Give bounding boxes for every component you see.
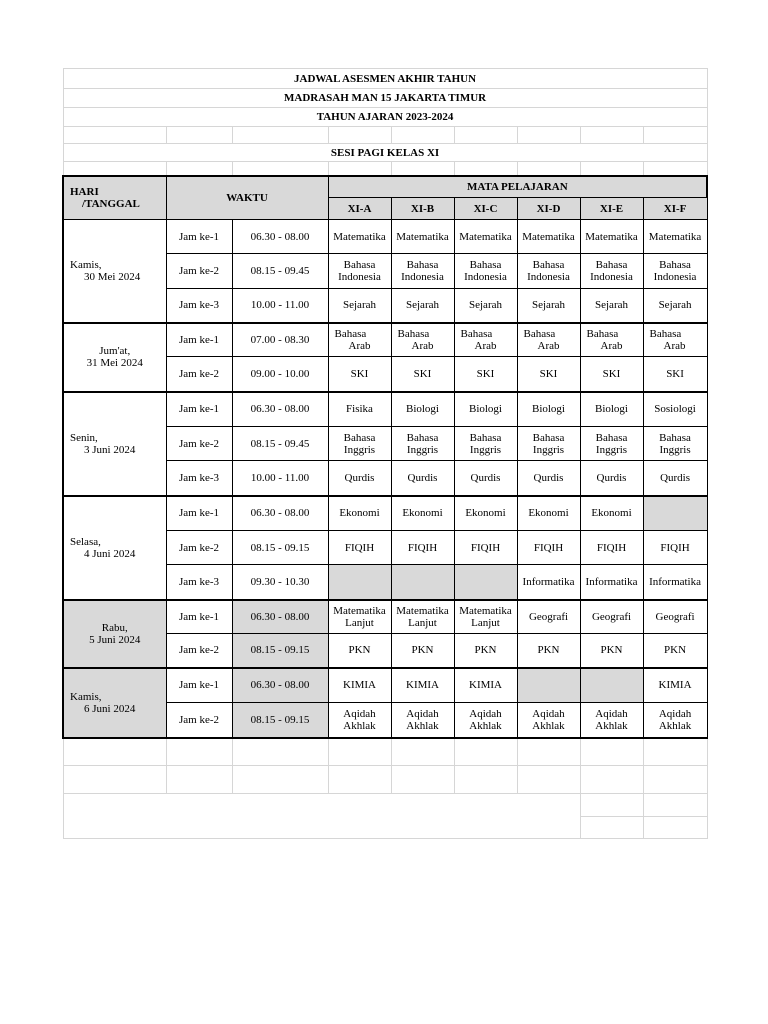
subject-word: Bahasa	[659, 259, 691, 271]
subject-word: Arab	[348, 339, 371, 352]
time-range: 06.30 - 08.00	[232, 392, 328, 427]
empty-cell	[643, 162, 707, 176]
subject-word: Aqidah	[343, 707, 376, 720]
subject-word: Inggris	[343, 443, 376, 456]
day-cell	[63, 600, 166, 668]
subject-word: Bahasa	[659, 431, 691, 444]
day-date: 31 Mei 2024	[86, 357, 143, 369]
subject-word: Bahasa	[595, 259, 628, 271]
header-day	[63, 176, 166, 220]
day-date: 5 Juni 2024	[89, 633, 141, 646]
subject-word: Arab	[663, 339, 686, 352]
period-label: Jam ke-1	[166, 600, 232, 634]
class-header-xi-a: XI-A	[328, 198, 391, 220]
day-cell	[63, 323, 166, 392]
empty-cell	[454, 162, 517, 176]
period-label: Jam ke-1	[166, 496, 232, 531]
subject-cell	[643, 427, 707, 461]
empty-cell	[232, 162, 328, 176]
subject-word: Arab	[600, 339, 623, 352]
empty-subject-cell	[391, 565, 454, 600]
subject-word: Inggris	[532, 443, 565, 456]
subject-cell: SKI	[580, 357, 643, 392]
subject-cell: FIQIH	[580, 531, 643, 565]
subject-cell	[517, 323, 580, 357]
subject-cell: Matematika	[391, 220, 454, 254]
empty-cell	[643, 127, 707, 144]
title-line-2: MADRASAH MAN 15 JAKARTA TIMUR	[63, 89, 707, 108]
subject-cell	[580, 323, 643, 357]
empty-cell	[580, 766, 643, 794]
subject-word: Akhlak	[532, 719, 565, 732]
empty-subject-cell	[580, 668, 643, 703]
subject-cell	[517, 427, 580, 461]
empty-cell	[454, 127, 517, 144]
subject-cell	[391, 254, 454, 289]
subject-cell: PKN	[391, 634, 454, 668]
subject-cell	[391, 323, 454, 357]
subject-word: Aqidah	[658, 707, 692, 720]
subject-cell	[391, 600, 454, 634]
time-range: 08.15 - 09.45	[232, 254, 328, 289]
subject-cell	[517, 703, 580, 738]
subject-cell: KIMIA	[454, 668, 517, 703]
day-name: Rabu,	[101, 621, 128, 634]
empty-cell	[166, 127, 232, 144]
empty-cell	[391, 127, 454, 144]
subject-word: Lanjut	[471, 616, 500, 629]
period-label: Jam ke-1	[166, 323, 232, 357]
subject-cell: Ekonomi	[580, 496, 643, 531]
subject-cell: KIMIA	[328, 668, 391, 703]
subject-cell	[328, 254, 391, 289]
time-range: 06.30 - 08.00	[232, 496, 328, 531]
time-range: 06.30 - 08.00	[232, 220, 328, 254]
subject-word: Indonesia	[590, 271, 633, 283]
subject-cell: Matematika	[643, 220, 707, 254]
subject-cell: Informatika	[580, 565, 643, 600]
day-date: 6 Juni 2024	[84, 702, 136, 715]
schedule-row	[63, 668, 707, 703]
time-range: 10.00 - 11.00	[232, 461, 328, 496]
period-label: Jam ke-2	[166, 357, 232, 392]
schedule-table	[62, 68, 708, 839]
subject-word: Inggris	[659, 443, 691, 456]
empty-cell	[580, 738, 643, 766]
day-name: Senin,	[70, 431, 98, 444]
header-day-label: HARI	[70, 185, 99, 198]
class-header-xi-f: XI-F	[643, 198, 707, 220]
schedule-sheet	[62, 68, 706, 839]
subject-word: Bahasa	[595, 431, 628, 444]
subject-word: Bahasa	[460, 327, 493, 340]
subject-cell	[643, 254, 707, 289]
subject-cell	[328, 427, 391, 461]
header-time: WAKTU	[166, 176, 328, 220]
subject-word: Arab	[411, 339, 434, 352]
subject-word: Lanjut	[408, 616, 437, 629]
subject-cell: PKN	[643, 634, 707, 668]
subject-cell: Geografi	[580, 600, 643, 634]
subject-cell: FIQIH	[328, 531, 391, 565]
time-range: 07.00 - 08.30	[232, 323, 328, 357]
subject-word: Inggris	[406, 443, 439, 456]
day-name: Kamis,	[70, 258, 102, 271]
period-label: Jam ke-2	[166, 427, 232, 461]
subject-word: Bahasa	[532, 431, 565, 444]
time-range: 08.15 - 09.15	[232, 531, 328, 565]
subject-cell	[454, 427, 517, 461]
subject-word: Aqidah	[595, 707, 628, 720]
subject-cell: SKI	[454, 357, 517, 392]
subject-cell: Qurdis	[454, 461, 517, 496]
subject-word: Indonesia	[401, 271, 444, 283]
subject-word: Bahasa	[469, 431, 502, 444]
subject-cell: FIQIH	[454, 531, 517, 565]
subject-cell: SKI	[328, 357, 391, 392]
subject-word: Bahasa	[469, 259, 502, 271]
schedule-row	[63, 496, 707, 531]
subject-word: Inggris	[595, 443, 628, 456]
empty-cell	[391, 738, 454, 766]
period-label: Jam ke-2	[166, 531, 232, 565]
session-label: SESI PAGI KELAS XI	[63, 144, 707, 162]
schedule-row	[63, 600, 707, 634]
subject-cell: KIMIA	[391, 668, 454, 703]
subject-word: Bahasa	[649, 327, 682, 340]
subject-cell: PKN	[328, 634, 391, 668]
subject-word: Akhlak	[469, 719, 502, 732]
subject-cell: Matematika	[454, 220, 517, 254]
subject-word: Aqidah	[406, 707, 439, 720]
subject-cell: PKN	[517, 634, 580, 668]
subject-cell: FIQIH	[643, 531, 707, 565]
empty-cell	[328, 766, 391, 794]
empty-cell	[232, 738, 328, 766]
schedule-row	[63, 392, 707, 427]
subject-word: Bahasa	[406, 259, 439, 271]
day-name: Selasa,	[70, 535, 101, 548]
subject-word: Bahasa	[334, 327, 367, 340]
subject-cell: Sejarah	[643, 289, 707, 323]
empty-cell	[328, 127, 391, 144]
subject-cell: Biologi	[391, 392, 454, 427]
class-header-xi-e: XI-E	[580, 198, 643, 220]
period-label: Jam ke-2	[166, 703, 232, 738]
time-range: 10.00 - 11.00	[232, 289, 328, 323]
day-date: 30 Mei 2024	[84, 270, 141, 283]
empty-cell	[63, 738, 166, 766]
subject-cell	[580, 703, 643, 738]
subject-cell: Qurdis	[391, 461, 454, 496]
subject-cell: FIQIH	[517, 531, 580, 565]
empty-cell	[328, 162, 391, 176]
subject-cell: Matematika	[580, 220, 643, 254]
empty-cell	[580, 817, 643, 839]
subject-word: Bahasa	[586, 327, 619, 340]
empty-cell	[166, 766, 232, 794]
empty-cell	[580, 162, 643, 176]
empty-cell	[63, 162, 166, 176]
empty-cell	[166, 738, 232, 766]
empty-cell	[232, 127, 328, 144]
subject-cell: Ekonomi	[391, 496, 454, 531]
subject-word: Akhlak	[406, 719, 439, 732]
subject-cell: Ekonomi	[328, 496, 391, 531]
subject-cell	[391, 703, 454, 738]
empty-subject-cell	[328, 565, 391, 600]
subject-word: Akhlak	[343, 719, 376, 732]
subject-cell	[580, 427, 643, 461]
empty-cell	[391, 162, 454, 176]
empty-cell	[166, 162, 232, 176]
subject-cell: Sosiologi	[643, 392, 707, 427]
subject-cell: Geografi	[517, 600, 580, 634]
subject-word: Akhlak	[658, 719, 692, 732]
subject-cell	[328, 600, 391, 634]
subject-word: Matematika	[459, 604, 512, 617]
title-line-3: TAHUN AJARAN 2023-2024	[63, 108, 707, 127]
subject-word: Akhlak	[595, 719, 628, 732]
subject-cell: Matematika	[328, 220, 391, 254]
class-header-xi-b: XI-B	[391, 198, 454, 220]
subject-cell: Qurdis	[643, 461, 707, 496]
time-range: 08.15 - 09.45	[232, 427, 328, 461]
empty-cell	[517, 127, 580, 144]
empty-cell	[232, 766, 328, 794]
subject-word: Bahasa	[532, 259, 565, 271]
subject-cell: Sejarah	[454, 289, 517, 323]
subject-cell: Qurdis	[580, 461, 643, 496]
header-subjects: MATA PELAJARAN	[328, 176, 707, 198]
subject-cell: KIMIA	[643, 668, 707, 703]
subject-word: Bahasa	[406, 431, 439, 444]
empty-cell	[580, 127, 643, 144]
subject-cell: Geografi	[643, 600, 707, 634]
subject-cell: Ekonomi	[454, 496, 517, 531]
empty-cell	[454, 766, 517, 794]
empty-cell	[328, 738, 391, 766]
subject-cell: Qurdis	[517, 461, 580, 496]
subject-word: Bahasa	[397, 327, 430, 340]
subject-cell	[517, 254, 580, 289]
period-label: Jam ke-2	[166, 254, 232, 289]
subject-word: Bahasa	[343, 431, 376, 444]
period-label: Jam ke-1	[166, 668, 232, 703]
subject-cell: FIQIH	[391, 531, 454, 565]
subject-cell	[328, 323, 391, 357]
subject-cell	[454, 600, 517, 634]
period-label: Jam ke-1	[166, 220, 232, 254]
subject-word: Indonesia	[653, 271, 697, 283]
subject-cell: Informatika	[517, 565, 580, 600]
schedule-row	[63, 323, 707, 357]
subject-cell	[643, 703, 707, 738]
subject-cell	[580, 254, 643, 289]
day-cell	[63, 392, 166, 496]
subject-cell: SKI	[517, 357, 580, 392]
subject-cell: Sejarah	[328, 289, 391, 323]
empty-subject-cell	[643, 496, 707, 531]
subject-cell	[454, 254, 517, 289]
period-label: Jam ke-3	[166, 565, 232, 600]
subject-cell: SKI	[391, 357, 454, 392]
empty-cell	[517, 162, 580, 176]
subject-cell	[643, 323, 707, 357]
subject-cell: Biologi	[517, 392, 580, 427]
day-cell	[63, 220, 166, 323]
empty-cell	[454, 738, 517, 766]
period-label: Jam ke-3	[166, 289, 232, 323]
subject-word: Inggris	[469, 443, 502, 456]
empty-subject-cell	[517, 668, 580, 703]
subject-word: Indonesia	[338, 271, 381, 283]
subject-cell	[328, 703, 391, 738]
subject-word: Indonesia	[527, 271, 570, 283]
empty-cell	[63, 794, 580, 839]
subject-cell: Biologi	[580, 392, 643, 427]
time-range: 09.00 - 10.00	[232, 357, 328, 392]
title-line-1: JADWAL ASESMEN AKHIR TAHUN	[63, 69, 707, 89]
period-label: Jam ke-3	[166, 461, 232, 496]
time-range: 06.30 - 08.00	[232, 600, 328, 634]
subject-cell: PKN	[454, 634, 517, 668]
subject-cell: Sejarah	[517, 289, 580, 323]
subject-cell: Ekonomi	[517, 496, 580, 531]
subject-cell	[454, 703, 517, 738]
day-name: Jum'at,	[99, 345, 131, 357]
empty-cell	[643, 794, 707, 817]
subject-cell: Biologi	[454, 392, 517, 427]
day-date: 3 Juni 2024	[84, 443, 136, 456]
time-range: 08.15 - 09.15	[232, 634, 328, 668]
subject-cell: Informatika	[643, 565, 707, 600]
subject-cell: Sejarah	[580, 289, 643, 323]
header-date-label: /TANGGAL	[82, 197, 140, 210]
day-name: Kamis,	[70, 690, 102, 703]
subject-cell: Fisika	[328, 392, 391, 427]
day-cell	[63, 496, 166, 600]
time-range: 08.15 - 09.15	[232, 703, 328, 738]
subject-word: Lanjut	[345, 616, 374, 629]
empty-cell	[517, 738, 580, 766]
subject-word: Matematika	[396, 604, 449, 617]
subject-cell: PKN	[580, 634, 643, 668]
subject-word: Arab	[474, 339, 497, 352]
time-range: 09.30 - 10.30	[232, 565, 328, 600]
empty-cell	[643, 766, 707, 794]
subject-word: Bahasa	[343, 259, 376, 271]
empty-cell	[517, 766, 580, 794]
schedule-row	[63, 220, 707, 254]
subject-word: Aqidah	[469, 707, 502, 720]
period-label: Jam ke-2	[166, 634, 232, 668]
subject-cell	[454, 323, 517, 357]
subject-cell	[391, 427, 454, 461]
class-header-xi-d: XI-D	[517, 198, 580, 220]
subject-word: Arab	[537, 339, 560, 352]
empty-cell	[63, 766, 166, 794]
subject-cell: Qurdis	[328, 461, 391, 496]
subject-cell: Matematika	[517, 220, 580, 254]
time-range: 06.30 - 08.00	[232, 668, 328, 703]
day-cell	[63, 668, 166, 738]
empty-cell	[391, 766, 454, 794]
empty-subject-cell	[454, 565, 517, 600]
class-header-xi-c: XI-C	[454, 198, 517, 220]
period-label: Jam ke-1	[166, 392, 232, 427]
subject-word: Indonesia	[464, 271, 507, 283]
subject-word: Aqidah	[532, 707, 565, 720]
subject-word: Matematika	[333, 604, 386, 617]
empty-cell	[643, 817, 707, 839]
empty-cell	[580, 794, 643, 817]
subject-cell: Sejarah	[391, 289, 454, 323]
subject-cell: SKI	[643, 357, 707, 392]
empty-cell	[63, 127, 166, 144]
subject-word: Bahasa	[523, 327, 556, 340]
day-date: 4 Juni 2024	[84, 547, 136, 560]
empty-cell	[643, 738, 707, 766]
